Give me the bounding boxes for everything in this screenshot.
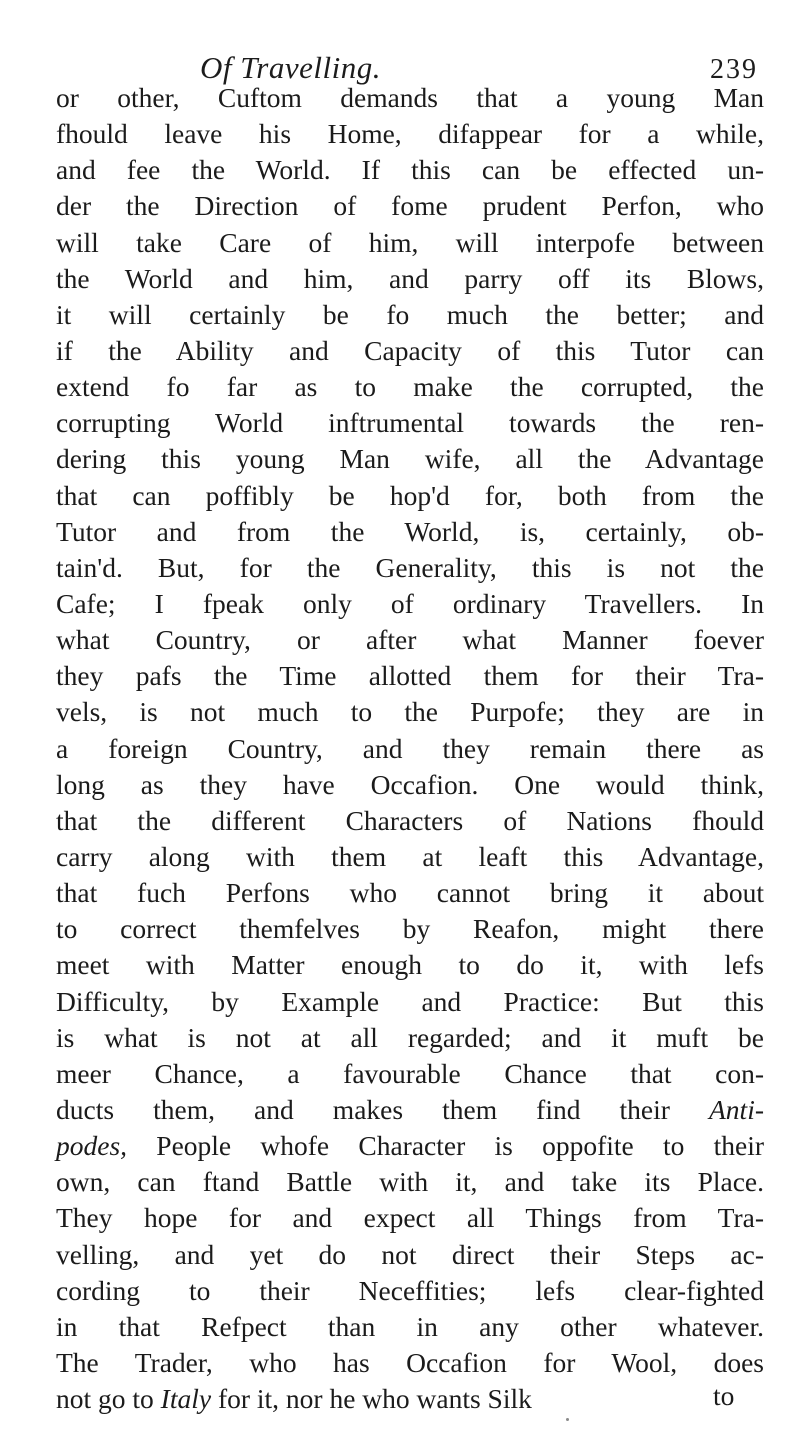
text-line: not go to Italy for it, nor he who wants Silk: [56, 1383, 532, 1415]
text-line: it will certainly be fo much the better; and: [56, 298, 764, 330]
text-line: long as they have Occafion. One would think,: [56, 768, 764, 800]
text-line: they pafs the Time allotted them for their Tra-: [56, 660, 764, 692]
text-line: corrupting World inftrumental towards the ren-: [56, 407, 764, 439]
text-line: dering this young Man wife, all the Advantage: [56, 443, 764, 475]
text-line: in that Refpect than in any other whatever.: [56, 1310, 764, 1342]
text-line: is what is not at all regarded; and it muft be: [56, 1021, 764, 1053]
text-line: vels, is not much to the Purpofe; they are in: [56, 696, 764, 728]
text-line: Difficulty, by Example and Practice: But this: [56, 985, 764, 1017]
text-line: will take Care of him, will interpofe between: [56, 226, 764, 258]
text-line: the World and him, and parry off its Blows,: [56, 262, 764, 294]
text-line: or other, Cuftom demands that a young Man: [56, 82, 764, 113]
text-line: fhould leave his Home, difappear for a while,: [56, 118, 764, 150]
text-line: der the Direction of fome prudent Perfon, who: [56, 190, 764, 222]
text-line: tain'd. But, for the Generality, this is not the: [56, 551, 764, 583]
text-line: if the Ability and Capacity of this Tutor can: [56, 334, 764, 366]
catchword: to: [713, 1380, 735, 1411]
text-line: ducts them, and makes them find their Anti-: [56, 1093, 764, 1125]
text-line: carry along with them at leaft this Advantage,: [56, 840, 764, 872]
body-text: [56, 80, 764, 1417]
text-line: and fee the World. If this can be effected un-: [56, 154, 764, 186]
text-line: cording to their Neceffities; lefs clear-fighted: [56, 1274, 764, 1306]
text-line: extend fo far as to make the corrupted, the: [56, 371, 764, 403]
text-line: that can poffibly be hop'd for, both from the: [56, 479, 764, 511]
ink-speck: [566, 1418, 569, 1421]
text-line: Cafe; I fpeak only of ordinary Travellers. In: [56, 587, 764, 619]
text-line: to correct themfelves by Reafon, might there: [56, 913, 764, 945]
text-line: that fuch Perfons who cannot bring it about: [56, 877, 764, 909]
running-head-title: Of Travelling.: [200, 50, 381, 85]
text-line: velling, and yet do not direct their Steps ac-: [56, 1238, 764, 1270]
text-line: a foreign Country, and they remain there as: [56, 732, 764, 764]
text-line: meer Chance, a favourable Chance that con-: [56, 1057, 764, 1089]
text-line: own, can ftand Battle with it, and take its Place.: [56, 1166, 764, 1198]
text-line: that the different Characters of Nations fhould: [56, 804, 764, 836]
page-number: 239: [710, 54, 758, 85]
text-line: Tutor and from the World, is, certainly, ob-: [56, 515, 764, 547]
text-line: They hope for and expect all Things from Tra-: [56, 1202, 764, 1234]
text-line: what Country, or after what Manner foever: [56, 624, 764, 656]
text-line: The Trader, who has Occafion for Wool, does: [56, 1346, 764, 1378]
text-line: meet with Matter enough to do it, with lefs: [56, 949, 764, 981]
text-line: podes, People whofe Character is oppofite to their: [56, 1130, 764, 1162]
